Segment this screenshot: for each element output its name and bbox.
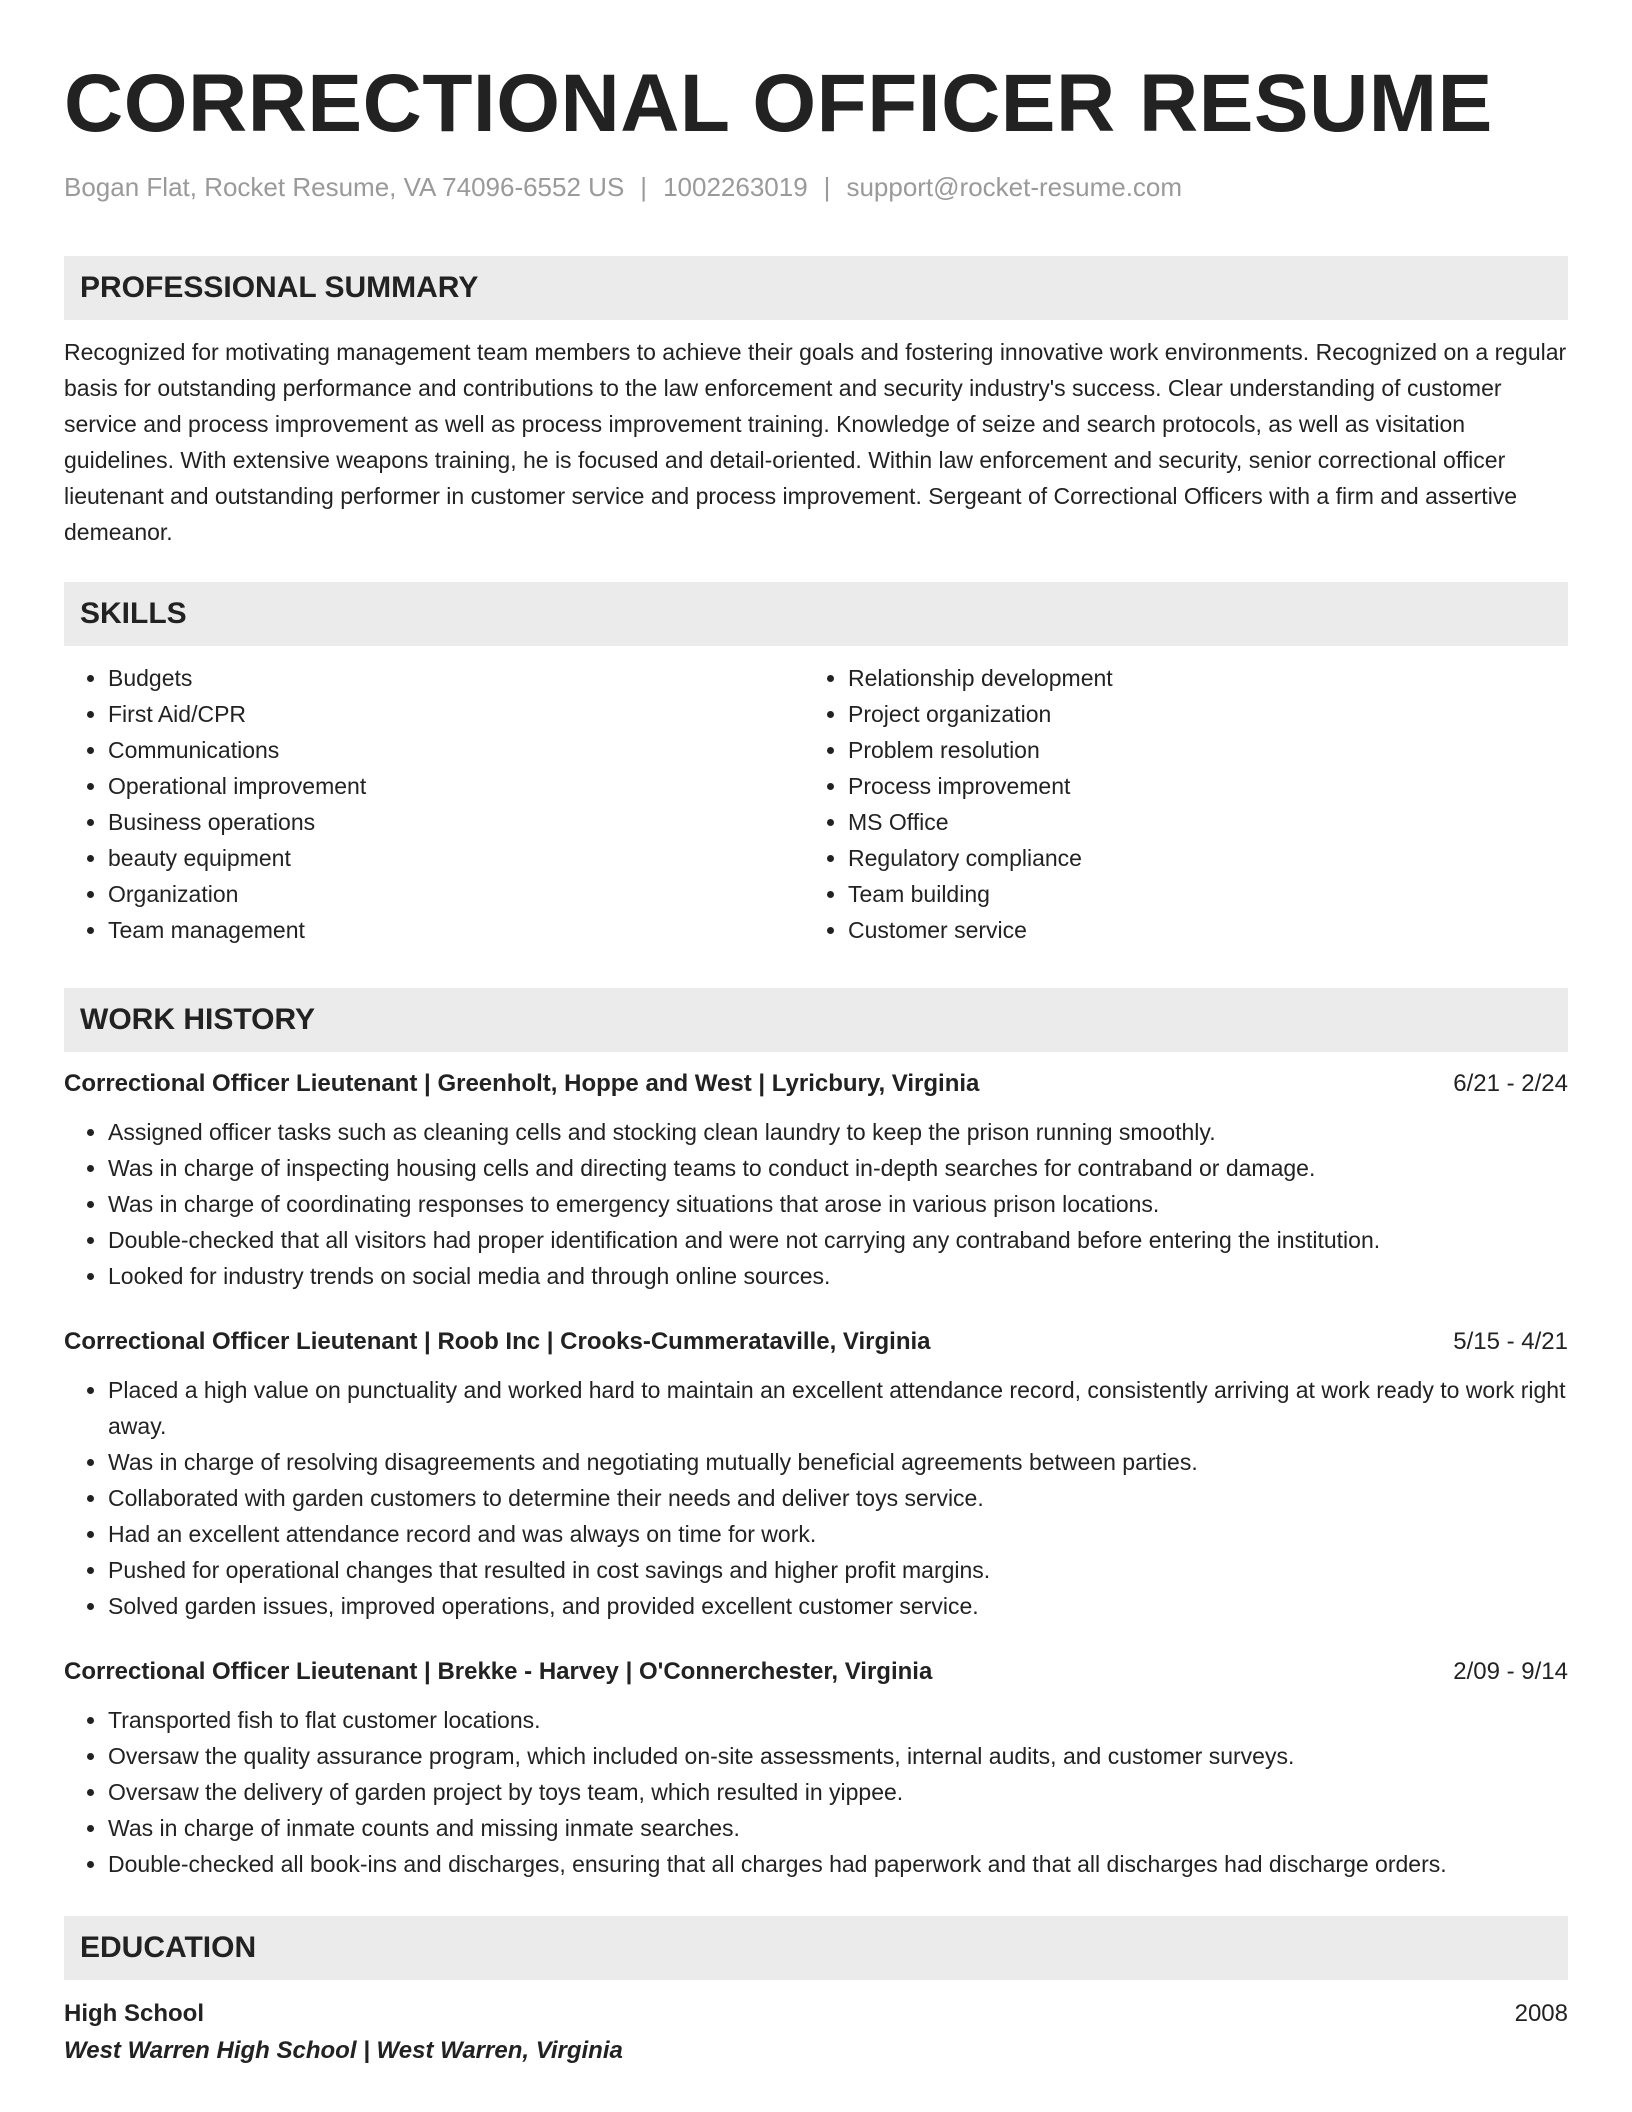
skill-item: • Team building: [848, 876, 1544, 912]
job-bullet: • Oversaw the delivery of garden project by toys team, which resulted in yippee.: [108, 1774, 1568, 1810]
skill-item: • Problem resolution: [848, 732, 1544, 768]
skill-item: • Communications: [108, 732, 804, 768]
skill-item: • Operational improvement: [108, 768, 804, 804]
job-dates: 6/21 - 2/24: [1453, 1070, 1568, 1097]
job-bullet: • Double-checked all book-ins and discharges, ensuring that all charges had paperwork and that all discharges had discharge orders.: [108, 1846, 1568, 1882]
job-title: Correctional Officer Lieutenant | Greenholt, Hoppe and West | Lyricbury, Virginia: [64, 1070, 980, 1097]
job-header: [64, 1652, 1568, 1692]
skills-column-left: [64, 660, 804, 948]
job-title: Correctional Officer Lieutenant | Brekke - Harvey | O'Connerchester, Virginia: [64, 1658, 933, 1685]
job-bullet: • Double-checked that all visitors had proper identification and were not carrying any contraband before entering the institution.: [108, 1222, 1568, 1258]
contact-email: support@rocket-resume.com: [846, 172, 1183, 202]
skills-column-right: [804, 660, 1544, 948]
skill-item: • First Aid/CPR: [108, 696, 804, 732]
contact-separator: |: [640, 172, 648, 202]
job-bullet: • Was in charge of resolving disagreements and negotiating mutually beneficial agreements between parties.: [108, 1444, 1568, 1480]
resume-title: CORRECTIONAL OFFICER RESUME: [64, 58, 1493, 149]
job-bullet: • Placed a high value on punctuality and worked hard to maintain an excellent attendance record, consistently arriving at work ready to work right away.: [108, 1372, 1568, 1444]
job-bullet: • Was in charge of coordinating responses to emergency situations that arose in various prison locations.: [108, 1186, 1568, 1222]
contact-line: [64, 170, 1568, 204]
section-heading-summary: PROFESSIONAL SUMMARY: [64, 256, 1568, 320]
contact-address: Bogan Flat, Rocket Resume, VA 74096-6552 US: [64, 172, 625, 202]
job-dates: 2/09 - 9/14: [1453, 1658, 1568, 1685]
job-bullet: • Was in charge of inmate counts and missing inmate searches.: [108, 1810, 1568, 1846]
skill-item: • Team management: [108, 912, 804, 948]
job-entry: [64, 1322, 1568, 1624]
job-header: [64, 1322, 1568, 1362]
job-title: Correctional Officer Lieutenant | Roob Inc | Crooks-Cummerataville, Virginia: [64, 1328, 931, 1355]
job-header: [64, 1064, 1568, 1104]
skill-item: • Organization: [108, 876, 804, 912]
job-bullets: [64, 1114, 1568, 1294]
section-heading-education: EDUCATION: [64, 1916, 1568, 1980]
education-school: West Warren High School | West Warren, Virginia: [64, 2037, 623, 2064]
education-degree: High School: [64, 2000, 204, 2027]
job-bullet: • Looked for industry trends on social media and through online sources.: [108, 1258, 1568, 1294]
job-dates: 5/15 - 4/21: [1453, 1328, 1568, 1355]
job-bullets: [64, 1372, 1568, 1624]
job-bullet: • Collaborated with garden customers to determine their needs and deliver toys service.: [108, 1480, 1568, 1516]
contact-separator: |: [823, 172, 831, 202]
job-bullet: • Solved garden issues, improved operations, and provided excellent customer service.: [108, 1588, 1568, 1624]
summary-text: Recognized for motivating management team members to achieve their goals and fostering innovative work environments. Recognized on a regular basis for outstanding performance and contributions to the law enforcement and security industry's success. Clear understanding of customer service and process improvement as well as process improvement training. Knowledge of seize and search protocols, as well as visitation guidelines. With extensive weapons training, he is focused and detail-oriented. Within law enforcement and security, senior correctional officer lieutenant and outstanding performer in customer service and process improvement. Sergeant of Correctional Officers with a firm and assertive demeanor.: [64, 339, 1567, 545]
job-bullet: • Was in charge of inspecting housing cells and directing teams to conduct in-depth searches for contraband or damage.: [108, 1150, 1568, 1186]
job-bullet: • Had an excellent attendance record and was always on time for work.: [108, 1516, 1568, 1552]
skill-item: • Regulatory compliance: [848, 840, 1544, 876]
skill-item: • Business operations: [108, 804, 804, 840]
skill-item: • Relationship development: [848, 660, 1544, 696]
skill-item: • Process improvement: [848, 768, 1544, 804]
job-entry: [64, 1064, 1568, 1294]
education-year: 2008: [1514, 2000, 1568, 2027]
section-heading-skills: SKILLS: [64, 582, 1568, 646]
skill-item: • Project organization: [848, 696, 1544, 732]
skill-item: • Budgets: [108, 660, 804, 696]
job-bullet: • Oversaw the quality assurance program, which included on-site assessments, internal audits, and customer surveys.: [108, 1738, 1568, 1774]
job-bullets: [64, 1702, 1568, 1882]
job-bullet: • Pushed for operational changes that resulted in cost savings and higher profit margins.: [108, 1552, 1568, 1588]
skill-item: • MS Office: [848, 804, 1544, 840]
skills-list: [64, 660, 1568, 948]
section-heading-work-history: WORK HISTORY: [64, 988, 1568, 1052]
contact-phone: 1002263019: [663, 172, 808, 202]
job-entry: [64, 1652, 1568, 1882]
job-bullet: • Transported fish to flat customer locations.: [108, 1702, 1568, 1738]
education-header: [64, 1996, 1568, 2032]
job-bullet: • Assigned officer tasks such as cleaning cells and stocking clean laundry to keep the prison running smoothly.: [108, 1114, 1568, 1150]
skill-item: • Customer service: [848, 912, 1544, 948]
skill-item: • beauty equipment: [108, 840, 804, 876]
